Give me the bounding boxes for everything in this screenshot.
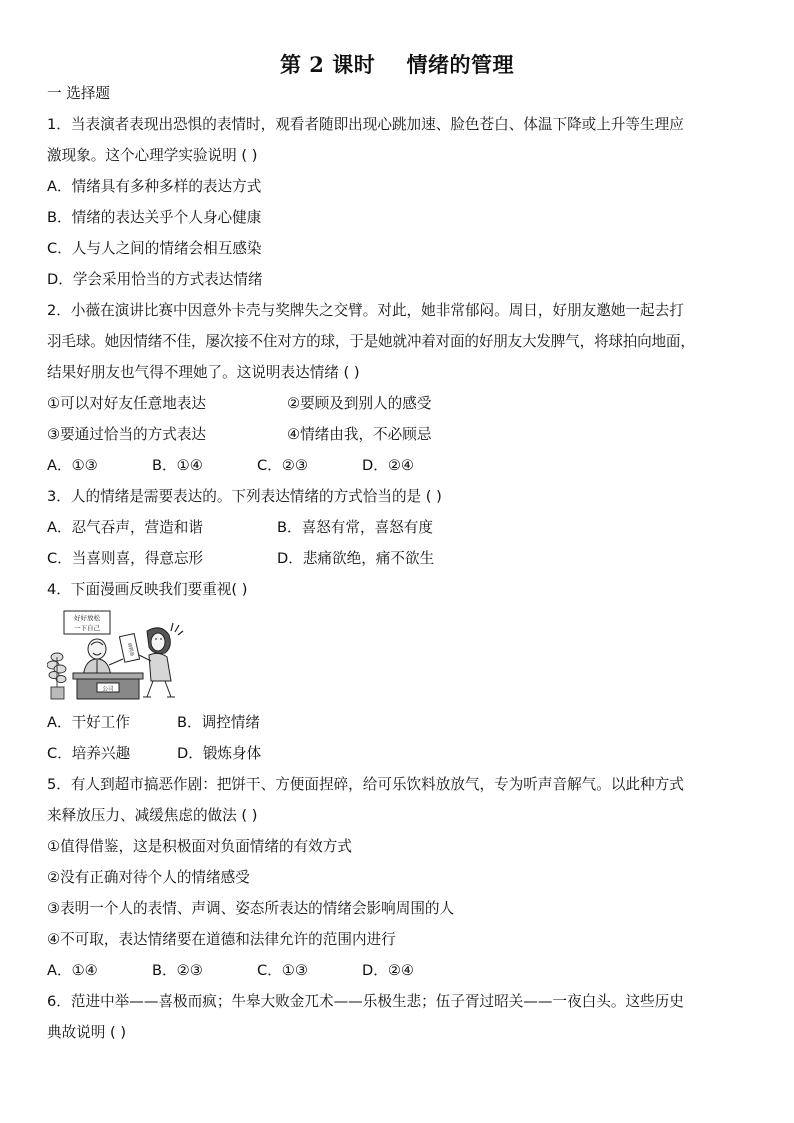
q4-cartoon-image (47, 609, 189, 704)
q2-stem-line-3: 结果好朋友也气得不理她了。这说明表达情绪 ( ) (47, 364, 360, 381)
question-list (47, 78, 749, 1048)
q1-option-c: C．人与人之间的情绪会相互感染 (47, 240, 262, 257)
question-5 (47, 769, 749, 986)
q5-stem-line-1: 5．有人到超市搞恶作剧：把饼干、方便面捏碎，给可乐饮料放放气，专为听声音解气。以此种方式 (47, 776, 684, 793)
cartoon-sign-line-1: 好好放松 (74, 614, 100, 622)
q3-option-d: D．悲痛欲绝，痛不欲生 (277, 550, 435, 567)
q2-statement-1: ①可以对好友任意地表达 (47, 395, 207, 412)
q5-option-b: B．②③ (152, 962, 203, 979)
question-3 (47, 481, 749, 574)
q2-option-c: C．②③ (257, 457, 308, 474)
cartoon-illustration (47, 609, 189, 704)
question-1 (47, 109, 749, 295)
q1-stem-line-1: 1．当表演者表现出恐惧的表情时，观看者随即出现心跳加速、脸色苍白、体温下降或上升等生理应 (47, 116, 684, 133)
q2-statements-row-1 (47, 388, 749, 419)
question-4 (47, 574, 749, 769)
page-title: 第 2 课时 情绪的管理 (280, 52, 514, 77)
q4-options-row-1 (47, 707, 749, 738)
q4-option-b: B．调控情绪 (177, 714, 260, 731)
section-heading: 一 选择题 (47, 85, 111, 102)
q2-stem-line-2: 羽毛球。她因情绪不佳，屡次接不住对方的球，于是她就冲着对面的好朋友大发脾气，将球拍向地面， (47, 333, 695, 350)
q1-option-d: D．学会采用恰当的方式表达情绪 (47, 271, 263, 288)
q2-statement-4: ④情绪由我，不必顾忌 (287, 426, 432, 443)
q5-statement-2: ②没有正确对待个人的情绪感受 (47, 869, 250, 886)
q2-option-b: B．①④ (152, 457, 203, 474)
cartoon-sign-line-2: 一下自己 (74, 624, 100, 632)
q4-option-c: C．培养兴趣 (47, 745, 131, 762)
q5-statement-3: ③表明一个人的表情、声调、姿态所表达的情绪会影响周围的人 (47, 900, 455, 917)
q2-option-a: A．①③ (47, 457, 98, 474)
q5-option-d: D．②④ (362, 962, 414, 979)
question-6 (47, 986, 749, 1048)
q1-stem-line-2: 激现象。这个心理学实验说明 ( ) (47, 147, 258, 164)
q2-option-d: D．②④ (362, 457, 414, 474)
cartoon-desk-label: 公司 (102, 686, 114, 693)
q3-options-row-1 (47, 512, 749, 543)
q2-stem-line-1: 2．小薇在演讲比赛中因意外卡壳与奖牌失之交臂。对此，她非常郁闷。周日，好朋友邀她一起去打 (47, 302, 684, 319)
q4-stem: 4．下面漫画反映我们要重视( ) (47, 581, 248, 598)
q1-option-b: B．情绪的表达关乎个人身心健康 (47, 209, 262, 226)
q3-option-b: B．喜怒有常，喜怒有度 (277, 519, 433, 536)
q2-statement-2: ②要顾及到别人的感受 (287, 395, 432, 412)
question-2 (47, 295, 749, 481)
q6-stem-line-1: 6．范进中举——喜极而疯；牛皋大败金兀术——乐极生悲；伍子胥过昭关——一夜白头。这些历史 (47, 993, 684, 1010)
q5-stem-line-2: 来释放压力、减缓焦虑的做法 ( ) (47, 807, 258, 824)
q5-option-a: A．①④ (47, 962, 98, 979)
q2-statements-row-2 (47, 419, 749, 450)
q2-statement-3: ③要通过恰当的方式表达 (47, 426, 207, 443)
q6-stem-line-2: 典故说明 ( ) (47, 1024, 127, 1041)
q5-statement-4: ④不可取，表达情绪要在道德和法律允许的范围内进行 (47, 931, 396, 948)
q3-options-row-2 (47, 543, 749, 574)
q3-option-a: A．忍气吞声，营造和谐 (47, 519, 203, 536)
q4-options-row-2 (47, 738, 749, 769)
q5-statement-1: ①值得借鉴，这是积极面对负面情绪的有效方式 (47, 838, 352, 855)
q2-options-row (47, 450, 749, 481)
q5-options-row (47, 955, 749, 986)
q4-option-d: D．锻炼身体 (177, 745, 262, 762)
q1-option-a: A．情绪具有多种多样的表达方式 (47, 178, 262, 195)
cartoon-paper-label: 请假条 (126, 642, 134, 657)
q3-option-c: C．当喜则喜，得意忘形 (47, 550, 204, 567)
q4-option-a: A．干好工作 (47, 714, 130, 731)
q5-option-c: C．①③ (257, 962, 308, 979)
q3-stem: 3．人的情绪是需要表达的。下列表达情绪的方式恰当的是 ( ) (47, 488, 442, 505)
